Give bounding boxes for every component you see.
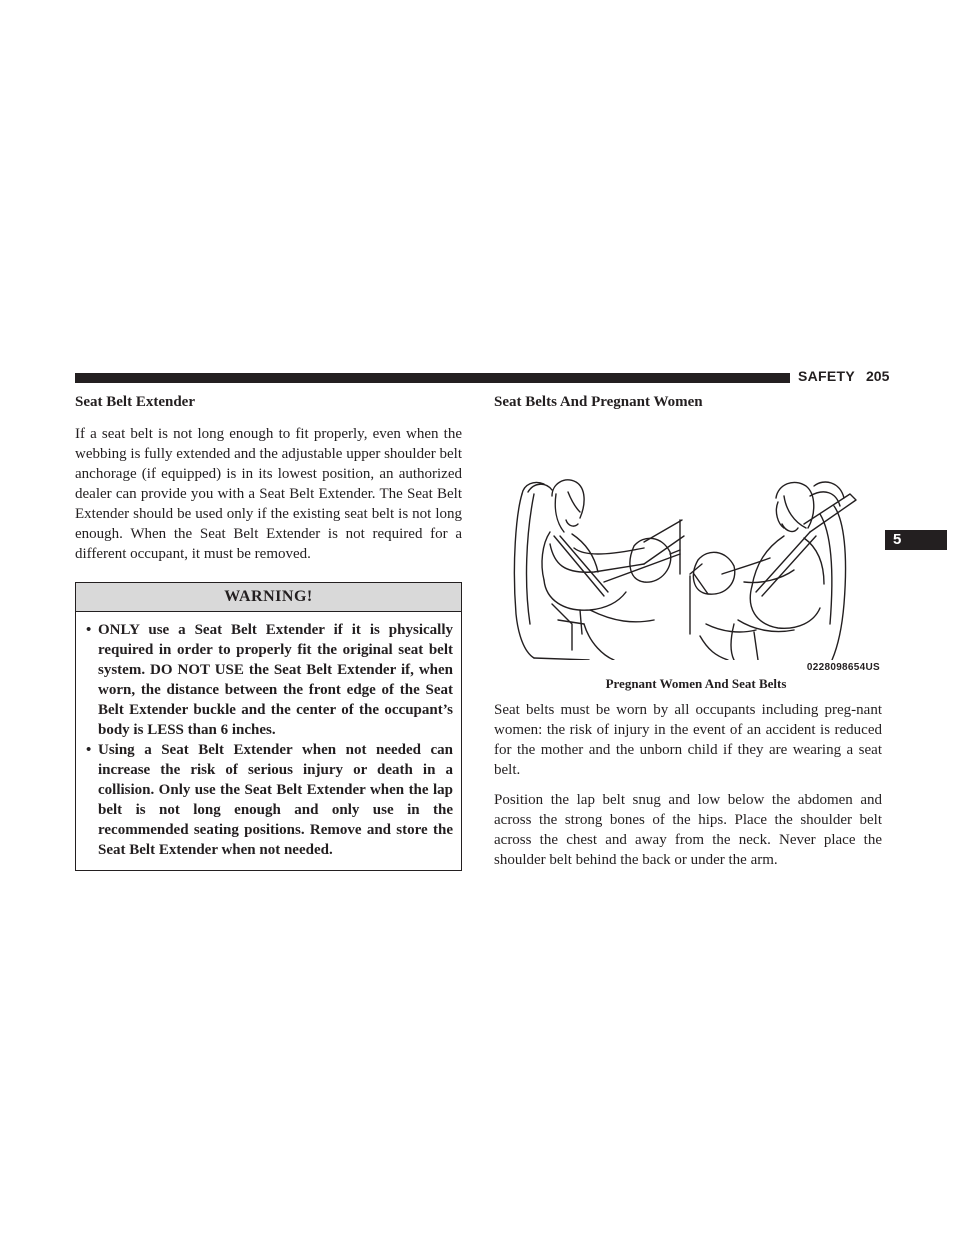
warning-item-text: ONLY use a Seat Belt Extender if it is physically required in order to properly fit the original seat belt system. DO NOT USE the Seat Belt Extender if, when worn, the distance between the front edge of the Seat Belt Extender buckle and the center of the occupant’s body is LESS than 6 inches. (98, 622, 453, 738)
body-paragraph: Seat belts must be worn by all occupants including preg-nant women: the risk of injury in the event of an accident is reduced for the mother and the unborn child if they are wearing a seat belt. (494, 702, 882, 778)
warning-box (75, 582, 462, 871)
body-paragraph: Position the lap belt snug and low below the abdomen and across the strong bones of the hips. Place the shoulder belt across the chest and away from the neck. Never place the shoulder belt behind the back or under the arm. (494, 792, 882, 868)
body-paragraph: If a seat belt is not long enough to fit properly, even when the webbing is fully extended and the adjustable upper shoulder belt anchorage (if equipped) is in its lowest position, an authorized dealer can provide you with a Seat Belt Extender. The Seat Belt Extender should be used only if the existing seat belt is not long enough. When the Seat Belt Extender is not required for a different occupant, it must be removed. (75, 426, 462, 562)
warning-list (76, 612, 461, 870)
left-column (75, 392, 462, 871)
figure-caption: Pregnant Women And Seat Belts (605, 676, 787, 691)
page-number: 205 (866, 368, 890, 384)
right-column (494, 392, 882, 880)
warning-item-text: Using a Seat Belt Extender when not needed can increase the risk of serious injury or death in a collision. Only use the Seat Belt Extender when the lap belt is not long enough and only use in the recommended seating positions. Remove and store the Seat Belt Extender when not needed. (98, 742, 453, 858)
header-rule (75, 373, 790, 383)
warning-item (86, 620, 453, 740)
warning-title: WARNING! (76, 583, 461, 612)
figure-id: 0228098654US (806, 662, 880, 673)
section-heading-seat-belt-extender: Seat Belt Extender (75, 394, 195, 410)
illustration-drawing (494, 424, 882, 660)
section-heading-pregnant-women: Seat Belts And Pregnant Women (494, 394, 703, 410)
section-title: SAFETY (798, 368, 856, 384)
bullet-icon: • (86, 622, 92, 638)
bullet-icon: • (86, 742, 92, 758)
chapter-tab: 5 (885, 530, 947, 550)
illustration-pregnant-women-seat-belts (494, 424, 882, 673)
warning-item (86, 740, 453, 860)
